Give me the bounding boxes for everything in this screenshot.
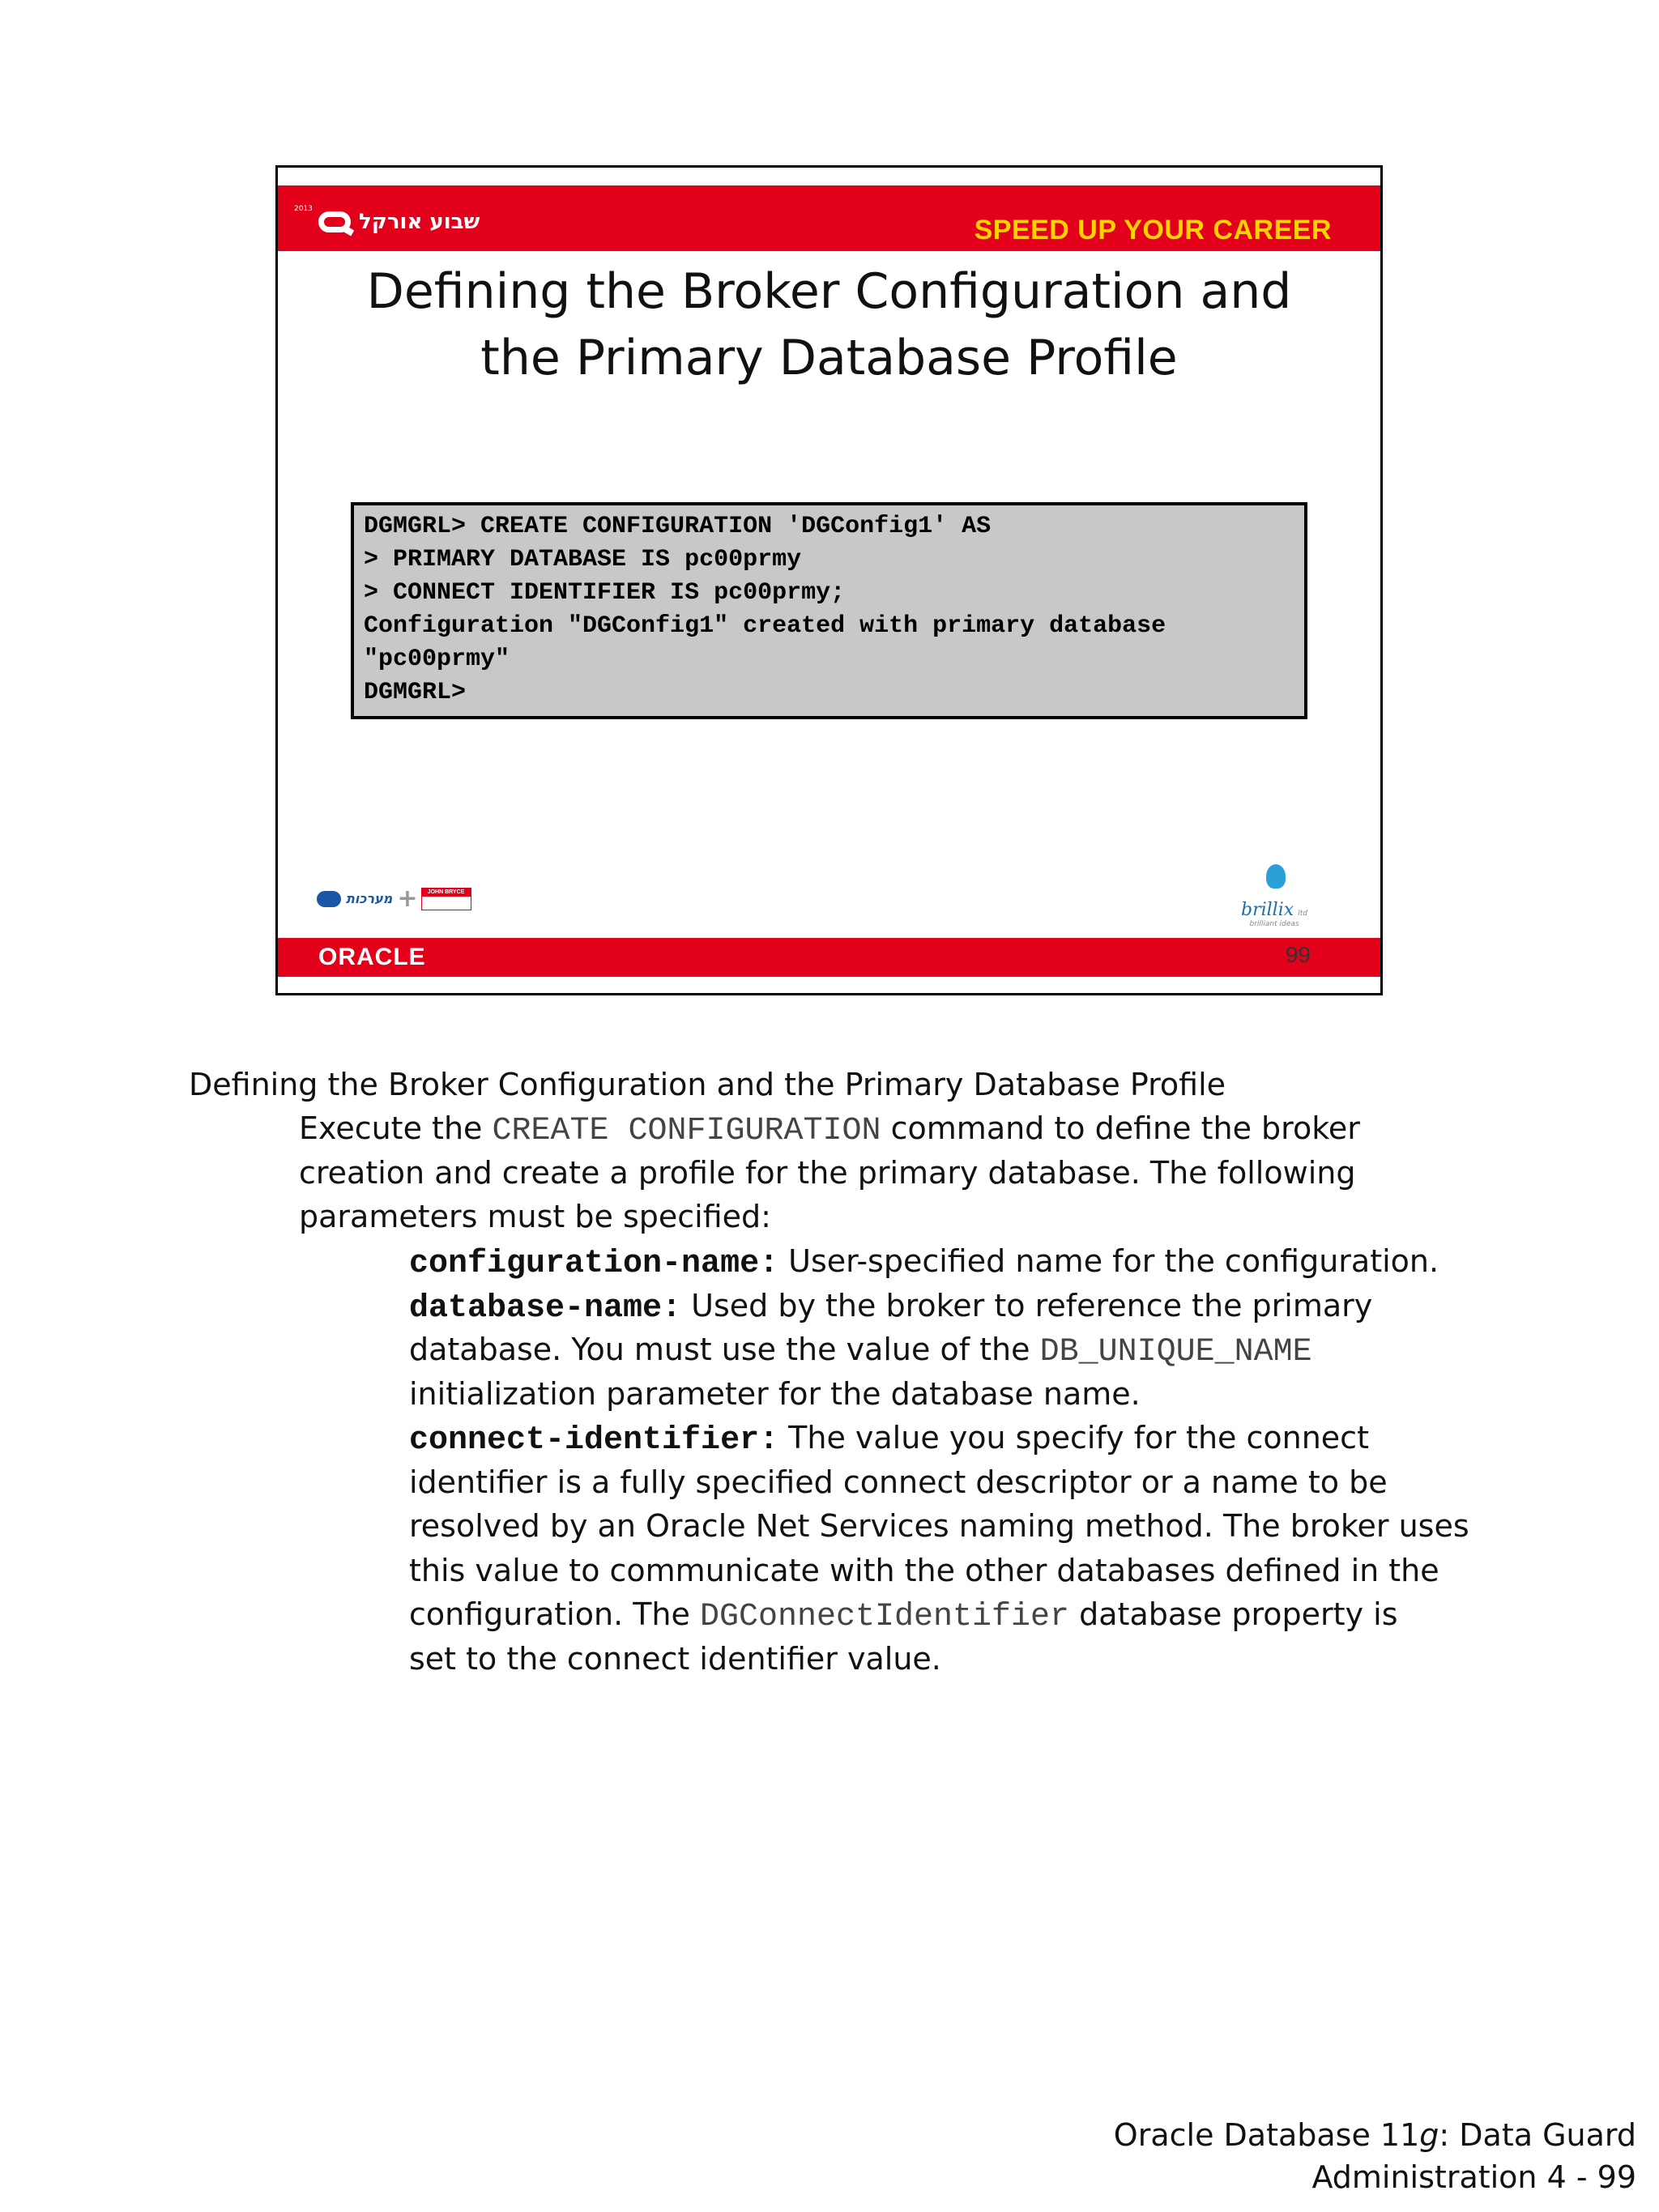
brillix-text: brillix — [1241, 900, 1294, 920]
text-run: Execute the — [299, 1110, 493, 1146]
logo-text: שבוע אורקל — [359, 210, 480, 234]
notes-paragraph-line: resolved by an Oracle Net Services naming method. The broker uses — [409, 1508, 1469, 1544]
john-bryce-text: JOHN BRYCE — [422, 889, 471, 897]
notes-paragraph-line — [299, 1106, 1360, 1153]
text-run-italic: g — [1419, 2117, 1439, 2153]
text-run: : Data Guard — [1439, 2117, 1636, 2153]
code-line: > PRIMARY DATABASE IS pc00prmy — [364, 546, 802, 573]
text-run: configuration. The — [409, 1596, 700, 1632]
slide-title — [278, 258, 1380, 391]
code-line: Configuration "DGConfig1" created with primary database — [364, 612, 1166, 640]
text-run: Oracle Database 11 — [1113, 2117, 1420, 2153]
oracle-week-logo — [318, 202, 480, 242]
brillix-logo — [1241, 864, 1307, 928]
notes-paragraph-line — [409, 1592, 1398, 1639]
code-line: DGMGRL> CREATE CONFIGURATION 'DGConfig1' AS — [364, 513, 992, 540]
param-term: database-name: — [409, 1290, 682, 1327]
oracle-logo: ORACLE — [318, 944, 426, 970]
text-run: Used by the broker to reference the primary — [681, 1288, 1373, 1323]
slide-title-line: the Primary Database Profile — [480, 330, 1178, 386]
partner-logos — [317, 884, 471, 913]
logo-ring-icon — [318, 211, 351, 232]
code-line: DGMGRL> — [364, 679, 467, 706]
slide-title-line: Defining the Broker Configuration and — [366, 263, 1292, 320]
code-run: DGConnectIdentifier — [699, 1599, 1070, 1635]
notes-paragraph-line: this value to communicate with the other databases defined in the — [409, 1553, 1439, 1588]
footer-line: Administration 4 - 99 — [1311, 2159, 1636, 2195]
john-bryce-logo — [421, 888, 471, 910]
param-connect-identifier — [409, 1416, 1369, 1463]
notes-paragraph-line — [409, 1328, 1312, 1375]
plus-icon: + — [397, 884, 418, 913]
notes-paragraph-line: parameters must be specified: — [299, 1199, 771, 1234]
param-config-name — [409, 1239, 1439, 1286]
brillix-subtitle: brilliant ideas — [1249, 920, 1299, 928]
text-run: User-specified name for the configuration. — [778, 1243, 1439, 1279]
code-box — [351, 502, 1307, 719]
code-run: CREATE CONFIGURATION — [492, 1113, 881, 1149]
brillix-ltd: ltd — [1298, 910, 1307, 918]
brillix-mark-icon — [1260, 864, 1289, 900]
code-line: "pc00prmy" — [364, 646, 510, 673]
partner-badge-icon — [317, 891, 341, 907]
notes-paragraph-line: set to the connect identifier value. — [409, 1641, 941, 1677]
slide-tagline: SPEED UP YOUR CAREER — [974, 215, 1332, 245]
code-run: DB_UNIQUE_NAME — [1039, 1334, 1312, 1370]
code-line: > CONNECT IDENTIFIER IS pc00prmy; — [364, 579, 846, 607]
text-run: database. You must use the value of the — [409, 1332, 1040, 1367]
notes-paragraph-line: initialization parameter for the database name. — [409, 1376, 1141, 1412]
text-run: command to define the broker — [881, 1110, 1360, 1146]
notes-paragraph-line: identifier is a fully specified connect descriptor or a name to be — [409, 1464, 1388, 1500]
param-term: configuration-name: — [409, 1246, 779, 1282]
partner-name: מערכות — [346, 891, 393, 906]
param-term: connect-identifier: — [409, 1422, 779, 1459]
page-footer — [1114, 2114, 1636, 2198]
text-run: database property is — [1069, 1596, 1398, 1632]
param-database-name — [409, 1284, 1372, 1331]
logo-year: 2013 — [294, 205, 313, 213]
notes-heading: Defining the Broker Configuration and the Primary Database Profile — [189, 1067, 1226, 1102]
notes-paragraph-line: creation and create a profile for the primary database. The following — [299, 1155, 1356, 1191]
slide-footer-band — [278, 938, 1380, 977]
footer-line — [1114, 2114, 1636, 2156]
slide-number: 99 — [1285, 942, 1311, 967]
text-run: The value you specify for the connect — [778, 1420, 1369, 1455]
slide-image — [275, 165, 1383, 995]
